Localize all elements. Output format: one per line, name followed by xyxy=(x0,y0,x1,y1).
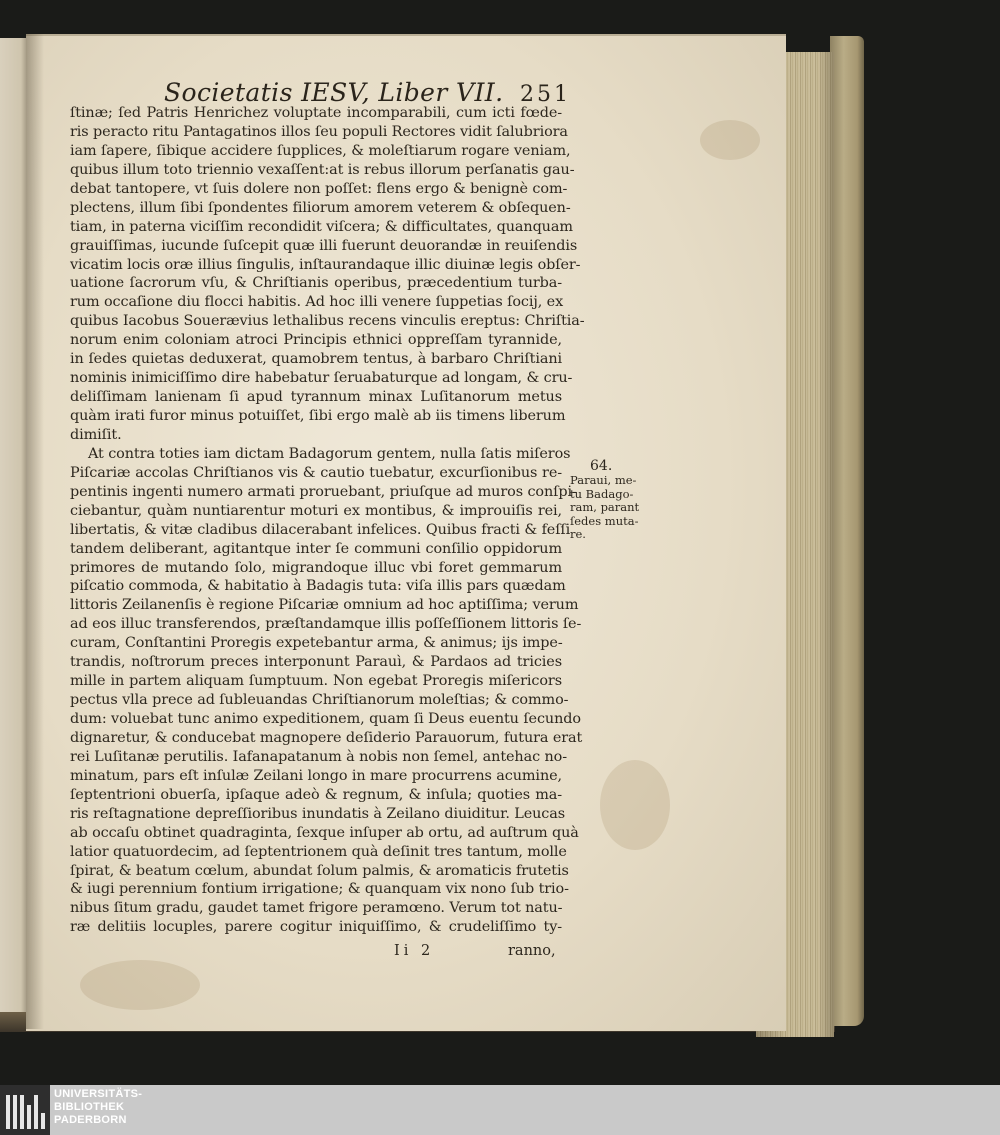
text-line: mille in partem aliquam ſumptuum. Non egebat Proregis miſericors xyxy=(70,673,562,690)
text-line: quibus Iacobus Souerævius lethalibus recens vinculis ereptus: Chriſtia- xyxy=(70,313,585,330)
text-line: dimiſit. xyxy=(70,426,122,443)
text-line: pectus vlla prece ad ſubleuandas Chriſtianorum moleſtias; & commo- xyxy=(70,692,569,709)
text-line: dignaretur, & conducebat magnopere deſiderio Parauorum, futura erat xyxy=(70,729,583,746)
library-bar xyxy=(0,1085,1000,1135)
text-line: quibus illum toto triennio vexaſſent:at is rebus illorum perſanatis gau- xyxy=(70,161,575,178)
library-name xyxy=(54,1088,142,1127)
margin-note-line: tu Badago- xyxy=(570,486,634,501)
text-line: & iugi perennium fontium irrigatione; & quanquam vix nono ſub trio- xyxy=(70,881,569,898)
margin-note-line: Paraui, me- xyxy=(570,473,637,487)
text-line: ris reſtagnatione depreſſioribus inundatis à Zeilano diuiditur. Leucas xyxy=(70,805,566,822)
page-gutter-shadow xyxy=(26,34,44,1029)
text-line: grauiſſimas, iucunde ſuſcepit quæ illi fuerunt deuorandæ in reuiſendis xyxy=(70,237,578,254)
text-line: libertatis, & vitæ cladibus dilacerabant infelices. Quibus fracti & feſſi xyxy=(70,521,571,538)
text-line: rei Luſitanæ perutilis. Iafanapatanum à nobis non ſemel, antehac no- xyxy=(70,748,567,765)
text-line: tandem deliberant, agitantque inter ſe communi conſilio oppidorum xyxy=(70,540,562,557)
page-number: 251 xyxy=(520,82,571,107)
text-line: trandis, noſtrorum preces interponunt Parauì, & Pardaos ad tricies xyxy=(70,654,562,671)
margin-note xyxy=(570,458,650,542)
text-line: primores de mutando ſolo, migrandoque illuc vbi foret gemmarum xyxy=(70,559,562,576)
text-line: dum: voluebat tunc animo expeditionem, quam ſi Deus euentu ſecundo xyxy=(70,711,581,727)
text-line: ſtinæ; ſed Patris Henrichez voluptate incomparabili, cum icti fœde- xyxy=(70,105,562,121)
text-line: Piſcariæ accolas Chriſtianos vis & cautio tuebatur, excurſionibus re- xyxy=(70,464,562,481)
text-line: norum enim coloniam atroci Principis ethnici oppreſſam tyrannide, xyxy=(70,332,562,349)
paper-stain xyxy=(80,960,200,1010)
text-line: ab occaſu obtinet quadraginta, ſexque inſuper ab ortu, ad auſtrum quà xyxy=(70,824,579,841)
text-line: minatum, pars eſt inſulæ Zeilani longo in mare procurrens acumine, xyxy=(70,767,562,784)
text-line: piſcatio commoda, & habitatio à Badagis tuta: viſa illis pars quædam xyxy=(70,578,566,595)
running-title: Societatis IESV, Liber VII. xyxy=(164,78,504,107)
paper-stain xyxy=(600,760,670,850)
signature-mark: Ii 2 xyxy=(394,943,435,959)
library-name-line: PADERBORN xyxy=(54,1114,127,1126)
catchword: ranno, xyxy=(508,943,556,959)
text-line: ſeptentrioni obuerſa, ipſaque adeò & regnum, & inſula; quoties ma- xyxy=(70,786,562,803)
margin-note-number: 64. xyxy=(590,458,613,474)
text-line: debat tantopere, vt ſuis dolere non poſſet: flens ergo & benignè com- xyxy=(70,180,568,197)
book-cover xyxy=(830,36,864,1026)
text-line: iam ſapere, ſibique accidere ſupplices, & moleſtiarum rogare veniam, xyxy=(70,142,571,159)
text-line: plectens, illum ſibi ſpondentes filiorum amorem veterem & obſequen- xyxy=(70,199,571,216)
text-line: vicatim locis oræ illius ſingulis, inſtaurandaque illic diuinæ legis obſer- xyxy=(70,256,581,273)
text-line: nibus ſitum gradu, gaudet tamet frigore peramœno. Verum tot natu- xyxy=(70,900,563,917)
library-logo-icon xyxy=(0,1085,50,1135)
text-line: ciebantur, quàm nuntiarentur moturi ex montibus, & improuiſis rei, xyxy=(70,502,562,519)
text-line: At contra toties iam dictam Badagorum gentem, nulla ſatis miſeros xyxy=(88,445,571,462)
library-name-line: UNIVERSITÄTS- xyxy=(54,1088,143,1100)
text-line: latior quatuordecim, ad ſeptentrionem quà deſinit tres tantum, molle xyxy=(70,843,567,860)
text-line: ſpirat, & beatum cœlum, abundat ſolum palmis, & aromaticis frutetis xyxy=(70,862,569,879)
library-name-line: BIBLIOTHEK xyxy=(54,1101,125,1113)
text-line: ris peracto ritu Pantagatinos illos ſeu populi Rectores vidit ſalubriora xyxy=(70,123,568,140)
margin-note-line: ram, parant xyxy=(570,500,640,514)
text-line: pentinis ingenti numero armati proruebant, priuſque ad muros conſpi- xyxy=(70,483,577,500)
text-line: curam, Conſtantini Proregis expetebantur arma, & animus; ijs impe- xyxy=(70,635,563,652)
margin-note-line: re. xyxy=(570,527,586,541)
body-text xyxy=(70,104,585,937)
paper-stain xyxy=(700,120,760,160)
text-line: littoris Zeilanenſis è regione Piſcariæ omnium ad hoc aptiſſima; verum xyxy=(70,597,579,614)
text-line: ræ delitiis locuples, parere cogitur iniquiſſimo, & crudeliſſimo ty- xyxy=(70,919,562,936)
text-line: deliſſimam lanienam ſi apud tyrannum minax Luſitanorum metus xyxy=(70,389,562,406)
text-line: in ſedes quietas deduxerat, quamobrem tentus, à barbaro Chriſtiani xyxy=(70,351,562,368)
text-line: tiam, in paterna viciſſim recondidit viſcera; & difficultates, quanquam xyxy=(70,218,573,235)
text-line: nominis inimiciſſimo dire habebatur ſeruabaturque ad longam, & cru- xyxy=(70,370,573,387)
text-line: uatione ſacrorum vſu, & Chriſtianis operibus, præcedentium turba- xyxy=(70,275,562,292)
text-line: quàm irati furor minus potuiſſet, ſibi ergo malè ab iis timens liberum xyxy=(70,408,566,424)
text-line: ad eos illuc transferendos, præſtandamque illis poſſeſſionem littoris ſe- xyxy=(70,616,582,633)
text-line: rum occaſione diu flocci habitis. Ad hoc illi venere ſuppetias ſocij, ex xyxy=(70,294,564,311)
margin-note-line: ſedes muta- xyxy=(570,513,639,528)
